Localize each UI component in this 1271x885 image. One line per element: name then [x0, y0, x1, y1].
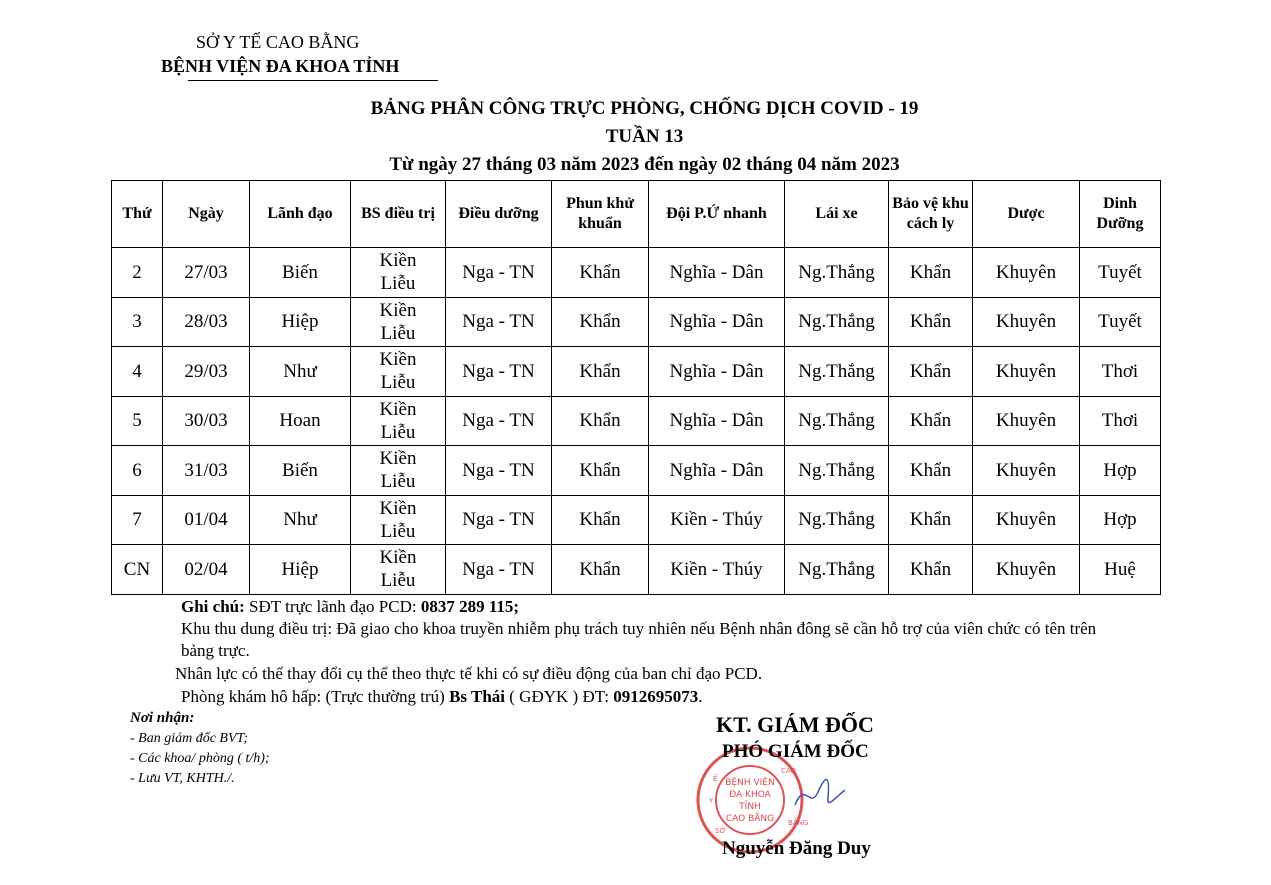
table-cell: Khẩn: [552, 248, 649, 298]
table-cell: Khuyên: [973, 545, 1080, 595]
table-cell: Kiền Liễu: [351, 297, 446, 347]
table-cell: 01/04: [163, 495, 250, 545]
table-header-row: [112, 181, 1161, 248]
svg-text:SỞ: SỞ: [715, 827, 726, 835]
table-cell: Ng.Thắng: [785, 297, 889, 347]
note-text: Phòng khám hô hấp: (Trực thường trú): [181, 687, 450, 706]
table-cell: Khẩn: [889, 545, 973, 595]
table-cell: Ng.Thắng: [785, 495, 889, 545]
column-header: Lãnh đạo: [250, 181, 351, 248]
note-respiratory-clinic: [181, 686, 702, 708]
column-header: Ngày: [163, 181, 250, 248]
org-department: SỞ Y TẾ CAO BẰNG: [196, 32, 360, 52]
signature-title: KT. GIÁM ĐỐC: [716, 712, 874, 737]
table-cell: Khẩn: [889, 495, 973, 545]
column-header: Phun khử khuẩn: [552, 181, 649, 248]
note-text: .: [698, 687, 703, 706]
org-underline: [188, 80, 438, 81]
column-header: Điều dưỡng: [446, 181, 552, 248]
table-cell: Kiền Liễu: [351, 446, 446, 496]
table-cell: Nga - TN: [446, 495, 552, 545]
table-cell: Khuyên: [973, 495, 1080, 545]
note-label: Ghi chú:: [181, 597, 245, 616]
recipient-item: - Ban giám đốc BVT;: [130, 731, 249, 746]
table-cell: Khẩn: [552, 396, 649, 446]
hotline-phone: 0837 289 115;: [420, 597, 520, 616]
table-cell: Kiền Liễu: [351, 347, 446, 397]
clinic-phone: 0912695073: [613, 687, 699, 706]
week-label: TUẦN 13: [605, 126, 684, 147]
svg-text:CAO: CAO: [781, 767, 797, 775]
signature-position: PHÓ GIÁM ĐỐC: [722, 741, 869, 762]
table-cell: Kiền - Thúy: [649, 495, 785, 545]
table-cell: Hiệp: [250, 545, 351, 595]
recipient-item: - Các khoa/ phòng ( t/h);: [130, 751, 270, 766]
svg-text:CAO BẰNG: CAO BẰNG: [725, 814, 775, 824]
column-header: Bảo vệ khu cách ly: [889, 181, 973, 248]
table-cell: Nga - TN: [446, 396, 552, 446]
table-cell: Khuyên: [973, 248, 1080, 298]
table-cell: Ng.Thắng: [785, 347, 889, 397]
table-cell: Khẩn: [552, 446, 649, 496]
table-cell: 28/03: [163, 297, 250, 347]
table-cell: 6: [112, 446, 163, 496]
table-cell: Huệ: [1080, 545, 1161, 595]
table-cell: Khẩn: [889, 347, 973, 397]
table-cell: 2: [112, 248, 163, 298]
org-hospital: BỆNH VIỆN ĐA KHOA TỈNH: [161, 56, 400, 76]
column-header: Dược: [973, 181, 1080, 248]
table-cell: Nga - TN: [446, 248, 552, 298]
table-cell: Khẩn: [889, 446, 973, 496]
table-cell: Thơi: [1080, 396, 1161, 446]
svg-text:Y: Y: [709, 797, 714, 805]
table-cell: Nghĩa - Dân: [649, 297, 785, 347]
table-cell: Khẩn: [552, 495, 649, 545]
table-cell: Ng.Thắng: [785, 446, 889, 496]
column-header: BS điều trị: [351, 181, 446, 248]
table-cell: Nga - TN: [446, 297, 552, 347]
table-cell: Khẩn: [552, 347, 649, 397]
table-cell: Biến: [250, 248, 351, 298]
svg-text:TỈNH: TỈNH: [739, 802, 761, 812]
handwritten-signature: [790, 770, 850, 820]
table-row: [112, 396, 1161, 446]
table-cell: Ng.Thắng: [785, 248, 889, 298]
table-cell: Nghĩa - Dân: [649, 347, 785, 397]
table-cell: Khẩn: [889, 297, 973, 347]
table-cell: Tuyết: [1080, 248, 1161, 298]
table-cell: Nga - TN: [446, 545, 552, 595]
table-row: [112, 495, 1161, 545]
note-text: ( GĐYK ) ĐT:: [505, 687, 614, 706]
table-cell: Khuyên: [973, 446, 1080, 496]
column-header: Thứ: [112, 181, 163, 248]
table-row: [112, 446, 1161, 496]
table-cell: 7: [112, 495, 163, 545]
table-cell: Khẩn: [552, 545, 649, 595]
column-header: Đội P.Ứ nhanh: [649, 181, 785, 248]
table-cell: Như: [250, 495, 351, 545]
table-row: [112, 297, 1161, 347]
document-title: BẢNG PHÂN CÔNG TRỰC PHÒNG, CHỐNG DỊCH COVID - 19: [370, 98, 919, 119]
svg-text:Ế: Ế: [713, 775, 718, 783]
recipients-title: Nơi nhận:: [130, 710, 195, 726]
table-cell: Kiền - Thúy: [649, 545, 785, 595]
table-cell: Nghĩa - Dân: [649, 396, 785, 446]
svg-text:BẰNG: BẰNG: [788, 819, 809, 827]
table-cell: Kiền Liễu: [351, 248, 446, 298]
table-cell: Hợp: [1080, 495, 1161, 545]
table-cell: Hoan: [250, 396, 351, 446]
table-cell: Khuyên: [973, 297, 1080, 347]
table-cell: 02/04: [163, 545, 250, 595]
column-header: Dinh Dưỡng: [1080, 181, 1161, 248]
table-cell: 27/03: [163, 248, 250, 298]
table-cell: Khẩn: [889, 396, 973, 446]
note-treatment-area: Khu thu dung điều trị: Đã giao cho khoa truyền nhiễm phụ trách tuy nhiên nếu Bệnh nhân đông sẽ cần hỗ trợ của viên chức có tên trên bảng trực.: [181, 619, 1097, 660]
table-cell: Kiền Liễu: [351, 396, 446, 446]
table-cell: Hiệp: [250, 297, 351, 347]
table-cell: Hợp: [1080, 446, 1161, 496]
svg-text:ĐA KHOA: ĐA KHOA: [729, 790, 771, 800]
table-cell: 4: [112, 347, 163, 397]
duty-table: [111, 180, 1161, 595]
table-cell: Thơi: [1080, 347, 1161, 397]
table-cell: Kiền Liễu: [351, 495, 446, 545]
table-cell: 30/03: [163, 396, 250, 446]
table-cell: 29/03: [163, 347, 250, 397]
table-cell: 3: [112, 297, 163, 347]
table-row: [112, 347, 1161, 397]
table-cell: Ng.Thắng: [785, 396, 889, 446]
table-cell: Nghĩa - Dân: [649, 248, 785, 298]
period-label: Từ ngày 27 tháng 03 năm 2023 đến ngày 02 tháng 04 năm 2023: [389, 154, 900, 175]
table-cell: Biến: [250, 446, 351, 496]
table-cell: Khuyên: [973, 396, 1080, 446]
table-cell: Như: [250, 347, 351, 397]
table-cell: 31/03: [163, 446, 250, 496]
table-cell: Khẩn: [889, 248, 973, 298]
table-row: [112, 248, 1161, 298]
table-cell: CN: [112, 545, 163, 595]
signer-name: Nguyễn Đăng Duy: [722, 838, 871, 859]
table-row: [112, 545, 1161, 595]
svg-text:BỆNH VIỆN: BỆNH VIỆN: [725, 778, 775, 788]
column-header: Lái xe: [785, 181, 889, 248]
table-cell: Nghĩa - Dân: [649, 446, 785, 496]
table-cell: Nga - TN: [446, 347, 552, 397]
clinic-doctor: Bs Thái: [449, 687, 506, 706]
table-cell: Khuyên: [973, 347, 1080, 397]
table-cell: Tuyết: [1080, 297, 1161, 347]
recipient-item: - Lưu VT, KHTH./.: [130, 771, 235, 786]
note-staff-changes: Nhân lực có thể thay đổi cụ thể theo thực tế khi có sự điều động của ban chỉ đạo PCD.: [175, 664, 763, 683]
table-cell: Kiền Liễu: [351, 545, 446, 595]
table-cell: Ng.Thắng: [785, 545, 889, 595]
table-cell: 5: [112, 396, 163, 446]
note-text: SĐT trực lãnh đạo PCD:: [244, 597, 421, 616]
table-cell: Nga - TN: [446, 446, 552, 496]
note-hotline: [181, 596, 519, 618]
table-cell: Khẩn: [552, 297, 649, 347]
